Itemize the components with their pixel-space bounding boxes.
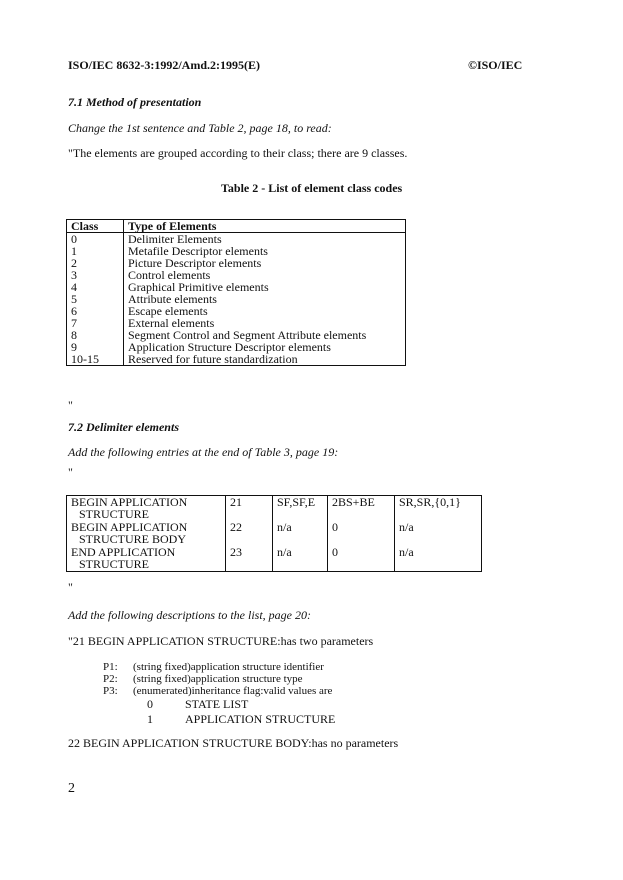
- parameter-label: P1:: [103, 661, 118, 673]
- table-row: [67, 353, 406, 366]
- range-cell: n/a: [395, 521, 482, 546]
- parameter-item: [103, 673, 332, 685]
- element-code-cell: 23: [226, 546, 273, 572]
- length-cell: 0: [328, 521, 395, 546]
- class-code-cell: 9: [67, 341, 124, 353]
- range-cell: n/a: [395, 546, 482, 572]
- element-type-cell: Graphical Primitive elements: [128, 280, 269, 294]
- element-type-cell: Escape elements: [128, 304, 208, 318]
- class-code-cell: 6: [67, 305, 124, 317]
- element-type-cell: Reserved for future standardization: [128, 352, 298, 366]
- page-number: 2: [68, 781, 75, 796]
- parameter-types-cell: SF,SF,E: [273, 496, 328, 522]
- delimiter-elements-table: [66, 495, 482, 572]
- enumeration-text: STATE LIST: [185, 697, 249, 711]
- element-name-line-1: END APPLICATION: [71, 545, 176, 559]
- class-code-cell: 1: [67, 245, 124, 257]
- enumeration-text: APPLICATION STRUCTURE: [185, 712, 336, 726]
- element-code-cell: 22: [226, 521, 273, 546]
- parameter-types-cell: n/a: [273, 521, 328, 546]
- class-code-cell: 7: [67, 317, 124, 329]
- class-code-cell: 10-15: [67, 353, 124, 366]
- element-name-cell: [67, 521, 226, 546]
- table-2-caption: Table 2 - List of element class codes: [221, 181, 403, 195]
- table-header-row: [67, 220, 406, 233]
- enumeration-value: 0: [147, 697, 153, 711]
- parameter-text: (enumerated)inheritance flag:valid values are: [133, 685, 333, 697]
- class-code-cell: 0: [67, 233, 124, 246]
- element-type-cell: External elements: [128, 316, 215, 330]
- parameter-list: [103, 661, 332, 697]
- table-2-close-quote: ": [68, 398, 73, 412]
- parameter-text: (string fixed)application structure identifier: [133, 661, 324, 673]
- parameter-text: (string fixed)application structure type: [133, 673, 303, 685]
- class-code-cell: 5: [67, 293, 124, 305]
- element-name-line-2: STRUCTURE: [79, 507, 150, 521]
- table-row: [67, 293, 406, 305]
- class-code-cell: 2: [67, 257, 124, 269]
- table-row: [67, 521, 482, 546]
- class-code-cell: 8: [67, 329, 124, 341]
- column-header-class: Class: [67, 220, 124, 233]
- section-7-2-title: 7.2 Delimiter elements: [68, 420, 179, 434]
- parameter-types-cell: n/a: [273, 546, 328, 572]
- parameter-label: P2:: [103, 673, 118, 685]
- enumeration-item: [147, 697, 335, 712]
- element-class-table-body: [67, 233, 406, 366]
- element-type-cell: Metafile Descriptor elements: [128, 244, 268, 258]
- table-row: [67, 496, 482, 522]
- parameter-label: P3:: [103, 685, 118, 697]
- element-type-cell: Attribute elements: [128, 292, 217, 306]
- element-type-cell: Picture Descriptor elements: [128, 256, 262, 270]
- length-cell: 2BS+BE: [328, 496, 395, 522]
- element-type-cell: Segment Control and Segment Attribute elements: [128, 328, 367, 342]
- table-row: [67, 281, 406, 293]
- enumeration-value: 1: [147, 712, 153, 726]
- range-cell: SR,SR,{0,1}: [395, 496, 482, 522]
- element-name-line-2: STRUCTURE: [79, 557, 150, 571]
- description-21: "21 BEGIN APPLICATION STRUCTURE:has two parameters: [68, 634, 374, 648]
- document-identifier: ISO/IEC 8632-3:1992/Amd.2:1995(E): [68, 58, 261, 72]
- element-class-table: [66, 219, 406, 366]
- table-row: [67, 546, 482, 572]
- section-7-1-text: "The elements are grouped according to their class; there are 9 classes.: [68, 146, 408, 160]
- enumeration-item: [147, 712, 335, 727]
- section-7-1-instruction: Change the 1st sentence and Table 2, page 18, to read:: [68, 121, 332, 135]
- parameter-item: [103, 661, 332, 673]
- element-type-cell: Control elements: [128, 268, 211, 282]
- element-code-cell: 21: [226, 496, 273, 522]
- element-name-line-2: STRUCTURE BODY: [79, 532, 187, 546]
- element-name-line-1: BEGIN APPLICATION: [71, 520, 188, 534]
- delimiter-elements-table-body: [67, 496, 482, 572]
- table-row: [67, 305, 406, 317]
- element-type-cell: Application Structure Descriptor elements: [128, 340, 331, 354]
- parameter-item: [103, 685, 332, 697]
- length-cell: 0: [328, 546, 395, 572]
- table-row: [67, 257, 406, 269]
- class-code-cell: 4: [67, 281, 124, 293]
- section-7-2-instruction: Add the following entries at the end of Table 3, page 19:: [68, 445, 339, 459]
- element-name-line-1: BEGIN APPLICATION: [71, 495, 188, 509]
- descriptions-instruction: Add the following descriptions to the list, page 20:: [68, 608, 311, 622]
- section-7-1-title: 7.1 Method of presentation: [68, 95, 202, 109]
- table-3-close-quote: ": [68, 580, 73, 594]
- copyright-notice: ©ISO/IEC: [468, 58, 523, 72]
- class-code-cell: 3: [67, 269, 124, 281]
- description-22: 22 BEGIN APPLICATION STRUCTURE BODY:has no parameters: [68, 736, 399, 750]
- element-name-cell: [67, 546, 226, 572]
- element-name-cell: [67, 496, 226, 522]
- column-header-type: Type of Elements: [124, 220, 406, 233]
- enumeration-list: [147, 697, 335, 727]
- element-type-cell: Delimiter Elements: [128, 232, 222, 246]
- table-3-open-quote: ": [68, 465, 73, 479]
